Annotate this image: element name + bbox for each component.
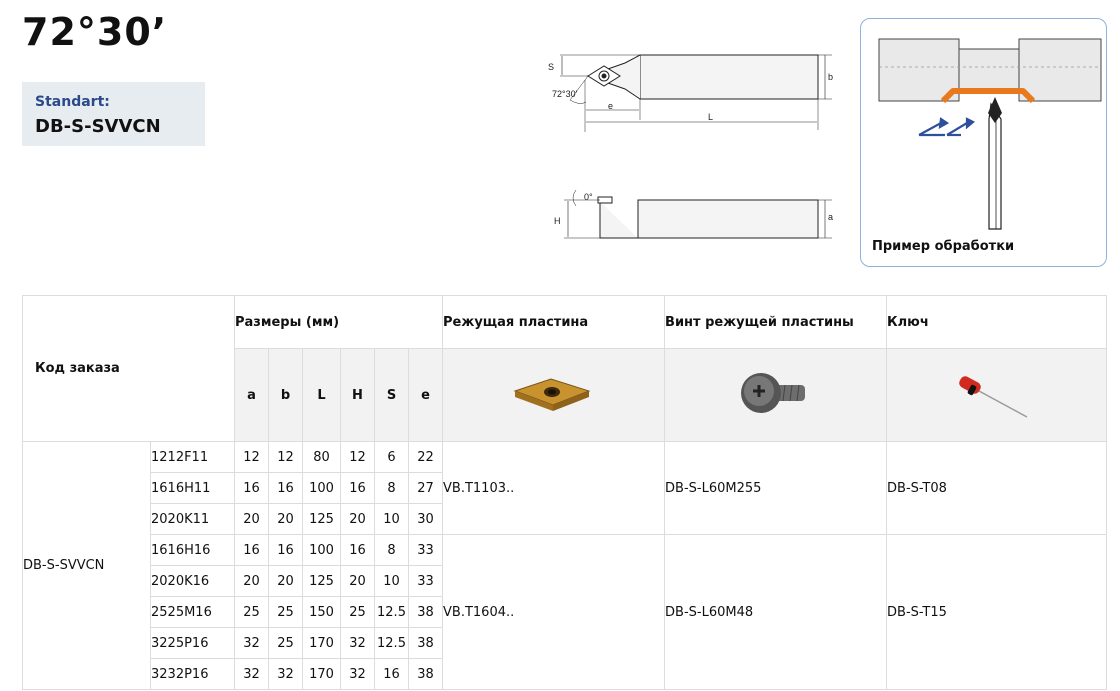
cell-s: 12.5 [375, 628, 409, 659]
variant-code: 1212F11 [151, 442, 235, 473]
cell-h: 32 [341, 659, 375, 690]
cell-h: 20 [341, 566, 375, 597]
insert-code: VB.T1604.. [443, 535, 665, 690]
cell-s: 6 [375, 442, 409, 473]
variant-code: 2020K11 [151, 504, 235, 535]
angle-label: 72°30’ [552, 89, 578, 99]
cell-e: 30 [409, 504, 443, 535]
insert-image [443, 349, 665, 437]
cell-h: 32 [341, 628, 375, 659]
cell-e: 33 [409, 566, 443, 597]
standard-label: Standart: [35, 94, 110, 110]
dim-col-s: S [375, 349, 409, 442]
cell-a: 25 [235, 597, 269, 628]
cell-s: 8 [375, 473, 409, 504]
example-caption: Пример обработки [872, 239, 1015, 254]
cell-a: 16 [235, 473, 269, 504]
dim-s-label: S [548, 62, 555, 72]
cell-a: 16 [235, 535, 269, 566]
key-code: DB-S-T15 [887, 535, 1107, 690]
page-title: 72°30’ [22, 10, 168, 54]
dim-col-b: b [269, 349, 303, 442]
cell-l: 125 [303, 504, 341, 535]
variant-code: 3225P16 [151, 628, 235, 659]
screw-code: DB-S-L60M48 [665, 535, 887, 690]
cell-h: 12 [341, 442, 375, 473]
dim-col-h: H [341, 349, 375, 442]
model-code: DB-S-SVVCN [23, 442, 151, 690]
variant-code: 1616H16 [151, 535, 235, 566]
insert-code: VB.T1103.. [443, 442, 665, 535]
cell-a: 12 [235, 442, 269, 473]
cell-s: 12.5 [375, 597, 409, 628]
cell-a: 20 [235, 504, 269, 535]
variant-code: 3232P16 [151, 659, 235, 690]
cell-b: 12 [269, 442, 303, 473]
cell-b: 25 [269, 628, 303, 659]
cell-a: 32 [235, 659, 269, 690]
cell-h: 25 [341, 597, 375, 628]
cell-b: 20 [269, 504, 303, 535]
cell-e: 22 [409, 442, 443, 473]
cell-l: 170 [303, 659, 341, 690]
dim-col-e: e [409, 349, 443, 442]
cell-h: 16 [341, 535, 375, 566]
machining-example-illustration [861, 19, 1106, 234]
cell-l: 170 [303, 628, 341, 659]
cell-b: 32 [269, 659, 303, 690]
cell-b: 25 [269, 597, 303, 628]
variant-code: 2020K16 [151, 566, 235, 597]
dim-e-label: e [608, 101, 614, 111]
cell-e: 27 [409, 473, 443, 504]
insert-image-cell [443, 349, 665, 442]
key-image-cell [887, 349, 1107, 442]
cell-l: 100 [303, 535, 341, 566]
cell-s: 8 [375, 535, 409, 566]
dim-h-label: H [554, 216, 561, 226]
variant-code: 2525M16 [151, 597, 235, 628]
cell-s: 10 [375, 566, 409, 597]
dims-header: Размеры (мм) [235, 296, 443, 349]
key-header: Ключ [887, 296, 1107, 349]
example-box [860, 18, 1107, 267]
cell-e: 33 [409, 535, 443, 566]
key-code: DB-S-T08 [887, 442, 1107, 535]
screw-image [665, 349, 887, 437]
cell-h: 16 [341, 473, 375, 504]
technical-drawing [540, 40, 840, 250]
cell-a: 20 [235, 566, 269, 597]
insert-header: Режущая пластина [443, 296, 665, 349]
cell-e: 38 [409, 597, 443, 628]
dim-l-label: L [708, 112, 714, 122]
cell-b: 16 [269, 535, 303, 566]
key-image [887, 349, 1107, 437]
dim-b-label: b [828, 72, 834, 82]
cell-e: 38 [409, 628, 443, 659]
variant-code: 1616H11 [151, 473, 235, 504]
dim-col-a: a [235, 349, 269, 442]
screw-code: DB-S-L60M255 [665, 442, 887, 535]
cell-a: 32 [235, 628, 269, 659]
cell-b: 16 [269, 473, 303, 504]
cell-s: 16 [375, 659, 409, 690]
screw-header: Винт режущей пластины [665, 296, 887, 349]
cell-l: 80 [303, 442, 341, 473]
cell-l: 100 [303, 473, 341, 504]
standard-box [22, 82, 205, 146]
cell-h: 20 [341, 504, 375, 535]
cell-s: 10 [375, 504, 409, 535]
dim-col-l: L [303, 349, 341, 442]
spec-table [22, 295, 1107, 690]
dim-a-label: a [828, 212, 834, 222]
zero-angle-label: 0° [584, 192, 593, 202]
cell-b: 20 [269, 566, 303, 597]
cell-l: 150 [303, 597, 341, 628]
screw-image-cell [665, 349, 887, 442]
code-header: Код заказа [23, 296, 235, 442]
cell-e: 38 [409, 659, 443, 690]
cell-l: 125 [303, 566, 341, 597]
standard-value: DB-S-SVVCN [35, 116, 161, 137]
